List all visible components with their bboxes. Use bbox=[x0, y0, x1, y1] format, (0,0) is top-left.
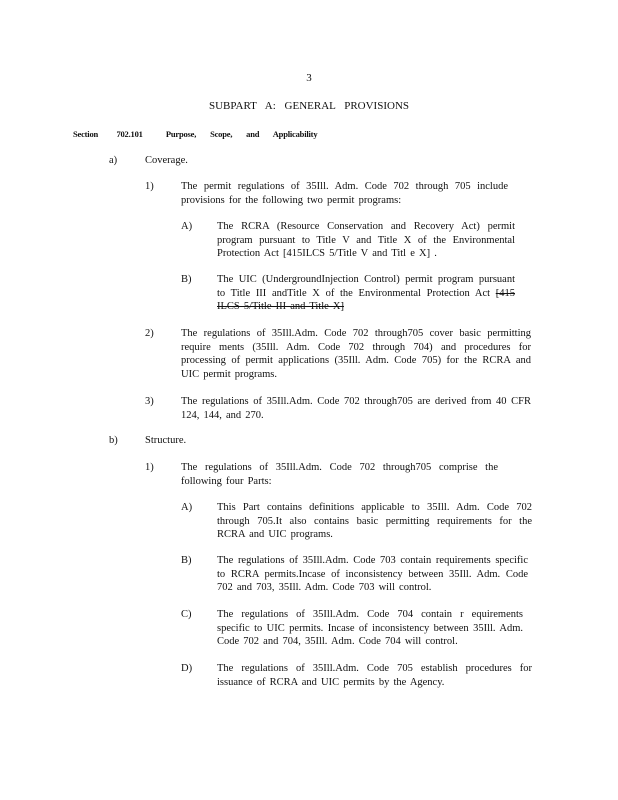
b1C-label: C) bbox=[181, 609, 192, 620]
a1B-text bbox=[217, 273, 515, 314]
b1-label: 1) bbox=[145, 462, 154, 473]
a1B-label: B) bbox=[181, 274, 192, 285]
a1-text: The permit regulations of 35Ill. Adm. Code 702 through 705 include provisions for the following two permit programs: bbox=[181, 181, 508, 206]
b1D-label: D) bbox=[181, 663, 193, 674]
a1A-label: A) bbox=[181, 221, 193, 232]
b1B-label: B) bbox=[181, 555, 192, 566]
b1B-text: The regulations of 35Ill.Adm. Code 703 contain requirements specific to RCRA permits.Incase of inconsistency between 35Ill. Adm. Code 702 and 703, 35Ill. Adm. Code 703 will control. bbox=[217, 555, 528, 593]
b1-text: The regulations of 35Ill.Adm. Code 702 through705 comprise the following four Parts: bbox=[181, 462, 498, 487]
b1A-label: A) bbox=[181, 502, 193, 513]
subsection-a-label: a) bbox=[109, 155, 118, 166]
b1A-text: This Part contains definitions applicable to 35Ill. Adm. Code 702 through 705.It also contains basic permitting requirements for the RCRA and UIC programs. bbox=[217, 502, 532, 540]
a1B-text-main: The UIC (UndergroundInjection Control) permit program pursuant to Title III andTitle X of the Environmental Protection Act bbox=[217, 274, 515, 299]
a3-label: 3) bbox=[145, 396, 154, 407]
section-heading bbox=[73, 128, 317, 142]
b1D-text: The regulations of 35Ill.Adm. Code 705 establish procedures for issuance of RCRA and UIC permits by the Agency. bbox=[217, 663, 532, 688]
subpart-heading: SUBPART A: GENERAL PROVISIONS bbox=[209, 100, 409, 112]
section-number: 702.101 bbox=[116, 129, 143, 139]
section-title: Purpose, Scope, and Applicability bbox=[165, 129, 318, 139]
b1C-text: The regulations of 35Ill.Adm. Code 704 contain r equirements specific to UIC permits. Incase of inconsistency between 35Ill. Adm. Code 702 and 704, 35Ill. Adm. Code 704 will control. bbox=[217, 609, 523, 647]
a1B-struck-text: [415 ILCS 5/Title III and Title X] bbox=[217, 287, 515, 312]
subsection-b-label: b) bbox=[109, 435, 118, 446]
a2-label: 2) bbox=[145, 328, 154, 339]
a3-text: The regulations of 35Ill.Adm. Code 702 through705 are derived from 40 CFR 124, 144, and 270. bbox=[181, 396, 531, 421]
a1A-text: The RCRA (Resource Conservation and Recovery Act) permit program pursuant to Title V and Title X of the Environmental Protection Act [415ILCS 5/Title V and Titl e X] . bbox=[217, 221, 515, 259]
subsection-a-title: Coverage. bbox=[145, 155, 188, 166]
section-label: Section bbox=[73, 129, 99, 139]
a1-label: 1) bbox=[145, 181, 154, 192]
subsection-b-title: Structure. bbox=[145, 435, 187, 446]
a2-text: The regulations of 35Ill.Adm. Code 702 through705 cover basic permitting require ments (35Ill. Adm. Code 702 through 704) and procedures for processing of permit applications (35Ill. Adm. Code 705) for the RCRA and UIC permit programs. bbox=[181, 328, 531, 380]
page-number: 3 bbox=[306, 72, 312, 84]
